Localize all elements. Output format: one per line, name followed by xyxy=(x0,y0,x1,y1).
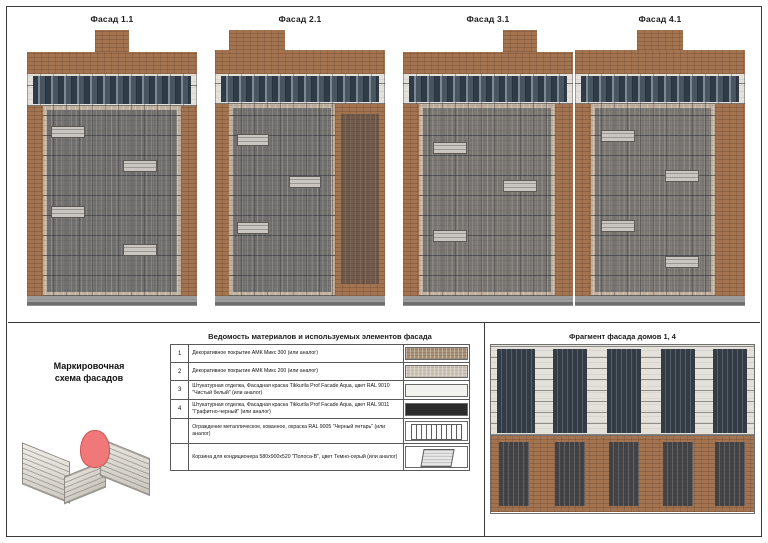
top-brick-band xyxy=(575,50,745,74)
row-description: Корзина для кондиционера 580x900x520 "Полоса-В", цвет Темно-серый (или аналог) xyxy=(189,444,404,471)
upper-glazing xyxy=(409,76,567,102)
balcony xyxy=(51,126,85,138)
balcony xyxy=(237,134,269,146)
row-number: 1 xyxy=(171,345,189,363)
row-swatch-cell xyxy=(404,381,470,400)
fragment-glazing xyxy=(609,442,639,506)
left-brick-pier xyxy=(27,106,43,296)
fragment-glazing xyxy=(715,442,745,506)
materials-table xyxy=(170,344,470,471)
table-row xyxy=(171,345,470,363)
balcony xyxy=(503,180,537,192)
facades-row xyxy=(10,14,758,314)
panel-divider xyxy=(484,322,485,537)
row-swatch-cell xyxy=(404,400,470,419)
roof-brick-volume xyxy=(503,30,537,52)
fragment-glazing xyxy=(661,349,695,433)
fragment-title: Фрагмент фасада домов 1, 4 xyxy=(569,332,676,341)
marking-scheme-title-line1: Маркировочная xyxy=(53,361,125,371)
facade-2-1-title: Фасад 2.1 xyxy=(278,14,322,24)
facade-2-1-drawing xyxy=(215,30,385,305)
window-grid xyxy=(423,108,551,292)
facade-1-1-drawing xyxy=(27,30,197,305)
row-swatch-cell xyxy=(404,345,470,363)
ground-line xyxy=(215,302,385,305)
top-brick-band xyxy=(27,52,197,74)
row-number: 2 xyxy=(171,363,189,381)
section-divider xyxy=(8,322,760,323)
fragment-drawing xyxy=(490,344,755,514)
ral-9011-graphite-swatch xyxy=(405,403,468,416)
row-description: Штукатурная отделка, Фасадная краска Tikkurila Prof Facade Aqua, цвет RAL 9011 "Графитно-черный" (или аналог) xyxy=(189,400,404,419)
table-row xyxy=(171,444,470,471)
facade-3-1-title: Фасад 3.1 xyxy=(466,14,510,24)
amk-mix-300-swatch xyxy=(405,347,468,360)
location-marker-icon xyxy=(80,430,110,468)
top-brick-band xyxy=(215,50,385,74)
ac-basket-icon xyxy=(405,446,468,468)
fragment-lower-floors xyxy=(490,436,755,514)
facade-3-1-drawing xyxy=(403,30,573,305)
upper-glazing xyxy=(581,76,739,102)
site-axonometry xyxy=(20,424,160,516)
table-row xyxy=(171,363,470,381)
upper-glazing xyxy=(33,76,191,104)
balcony xyxy=(51,206,85,218)
amk-mix-200-swatch xyxy=(405,365,468,378)
facade-1-1 xyxy=(22,14,202,314)
table-row xyxy=(171,419,470,444)
facade-2-1 xyxy=(210,14,390,314)
balcony xyxy=(665,256,699,268)
metal-railing-icon xyxy=(405,421,468,441)
balcony xyxy=(237,222,269,234)
fragment-glazing xyxy=(497,349,535,433)
row-description: Ограждение металлическое, кованное, окраска RAL 9005 "Черный янтарь" (или аналог) xyxy=(189,419,404,444)
balcony xyxy=(601,220,635,232)
row-swatch-cell xyxy=(404,363,470,381)
fragment-glazing xyxy=(713,349,747,433)
marking-scheme-title-line2: схема фасадов xyxy=(54,373,124,384)
facade-1-1-title: Фасад 1.1 xyxy=(90,14,134,24)
marking-scheme-title xyxy=(14,360,164,384)
upper-glazing xyxy=(221,76,379,102)
row-swatch-cell xyxy=(404,444,470,471)
row-number: 3 xyxy=(171,381,189,400)
materials-table-title: Ведомость материалов и используемых элементов фасада xyxy=(208,332,432,341)
balcony xyxy=(601,130,635,142)
table-row xyxy=(171,381,470,400)
fragment-glazing xyxy=(607,349,641,433)
fragment-glazing xyxy=(555,442,585,506)
left-brick-pier xyxy=(403,104,419,296)
marking-scheme-panel xyxy=(14,360,164,520)
row-number xyxy=(171,444,189,471)
balcony xyxy=(289,176,321,188)
row-number: 4 xyxy=(171,400,189,419)
top-brick-band xyxy=(403,52,573,74)
roof-brick-volume xyxy=(95,30,129,52)
roof-brick-volume xyxy=(229,30,285,50)
right-brick-volume xyxy=(715,104,745,296)
right-brick-pier xyxy=(181,106,197,296)
left-brick-pier xyxy=(215,104,229,296)
window-grid-right xyxy=(341,114,379,284)
facade-4-1 xyxy=(570,14,750,314)
roof-brick-volume xyxy=(637,30,683,50)
ground-line xyxy=(575,302,745,305)
fragment-glazing xyxy=(499,442,529,506)
balcony xyxy=(123,244,157,256)
balcony xyxy=(433,142,467,154)
facade-4-1-drawing xyxy=(575,30,745,305)
ground-line xyxy=(403,302,573,305)
row-number xyxy=(171,419,189,444)
row-description: Декоративное покрытие АМК Микс 200 (или аналог) xyxy=(189,363,404,381)
ral-9010-white-swatch xyxy=(405,384,468,397)
fragment-upper-floors xyxy=(490,344,755,436)
fragment-glazing xyxy=(553,349,587,433)
building-block-a xyxy=(22,442,70,503)
row-swatch-cell xyxy=(404,419,470,444)
row-description: Штукатурная отделка, Фасадная краска Tikkurila Prof Facade Aqua, цвет RAL 9010 "Чистый белый" (или аналог) xyxy=(189,381,404,400)
left-brick-pier xyxy=(575,104,591,296)
facade-3-1 xyxy=(398,14,578,314)
facade-4-1-title: Фасад 4.1 xyxy=(638,14,682,24)
table-row xyxy=(171,400,470,419)
ground-line xyxy=(27,302,197,305)
fragment-glazing xyxy=(663,442,693,506)
row-description: Декоративное покрытие АМК Микс 300 (или аналог) xyxy=(189,345,404,363)
balcony xyxy=(665,170,699,182)
balcony xyxy=(433,230,467,242)
balcony xyxy=(123,160,157,172)
